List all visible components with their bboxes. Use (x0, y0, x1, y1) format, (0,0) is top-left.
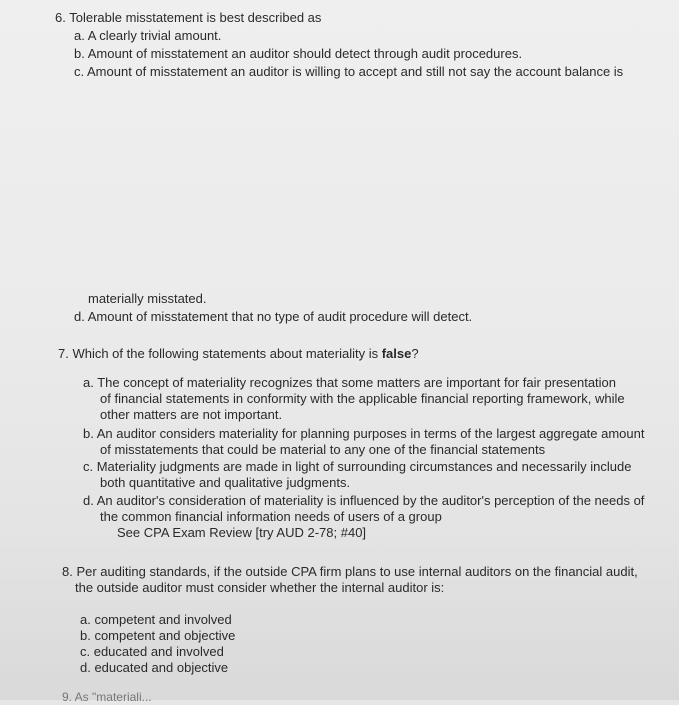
q7-question (58, 346, 419, 362)
q7-reference: See CPA Exam Review [try AUD 2-78; #40] (117, 525, 367, 540)
q6-option-c-continued: materially misstated. (88, 291, 207, 306)
q7-option-d-line2: the common financial information needs of users of a group (100, 509, 442, 524)
q8-question-line2: the outside auditor must consider whether the internal auditor is: (75, 580, 445, 595)
q6-option-a: a. A clearly trivial amount. (74, 28, 222, 43)
q7-question-prefix: 7. Which of the following statements about materiality is (58, 346, 382, 361)
q8-option-b: b. competent and objective (80, 628, 236, 643)
q7-option-c-line2: both quantitative and qualitative judgments. (100, 475, 351, 490)
q6-option-d: d. Amount of misstatement that no type of audit procedure will detect. (74, 309, 473, 324)
q7-question-emphasis: false (381, 346, 412, 361)
q7-option-a-line1: a. The concept of materiality recognizes that some matters are important for fair presentation (83, 375, 617, 390)
q8-option-d: d. educated and objective (80, 660, 229, 675)
q7-question-suffix: ? (411, 346, 419, 361)
q9-partial: 9. As "materiali... (62, 690, 152, 704)
q7-option-b-line1: b. An auditor considers materiality for planning purposes in terms of the largest aggregate amount (83, 426, 645, 441)
q6-question: 6. Tolerable misstatement is best described as (55, 10, 322, 25)
q7-option-a-line2: of financial statements in conformity with the applicable financial reporting framework, while (100, 391, 625, 406)
q7-option-c-line1: c. Materiality judgments are made in light of surrounding circumstances and necessarily include (83, 459, 632, 474)
q6-option-b: b. Amount of misstatement an auditor should detect through audit procedures. (74, 46, 523, 61)
q7-option-b-line2: of misstatements that could be material to any one of the financial statements (100, 442, 546, 457)
q8-option-c: c. educated and involved (80, 644, 224, 659)
q7-option-a-line3: other matters are not important. (100, 407, 283, 422)
q8-question-line1: 8. Per auditing standards, if the outside CPA firm plans to use internal auditors on the financial audit, (62, 564, 638, 579)
q6-option-c: c. Amount of misstatement an auditor is willing to accept and still not say the account balance is (74, 64, 624, 79)
q7-option-d-line1: d. An auditor's consideration of materiality is influenced by the auditor's perception of the needs of (83, 493, 645, 508)
q8-option-a: a. competent and involved (80, 612, 232, 627)
